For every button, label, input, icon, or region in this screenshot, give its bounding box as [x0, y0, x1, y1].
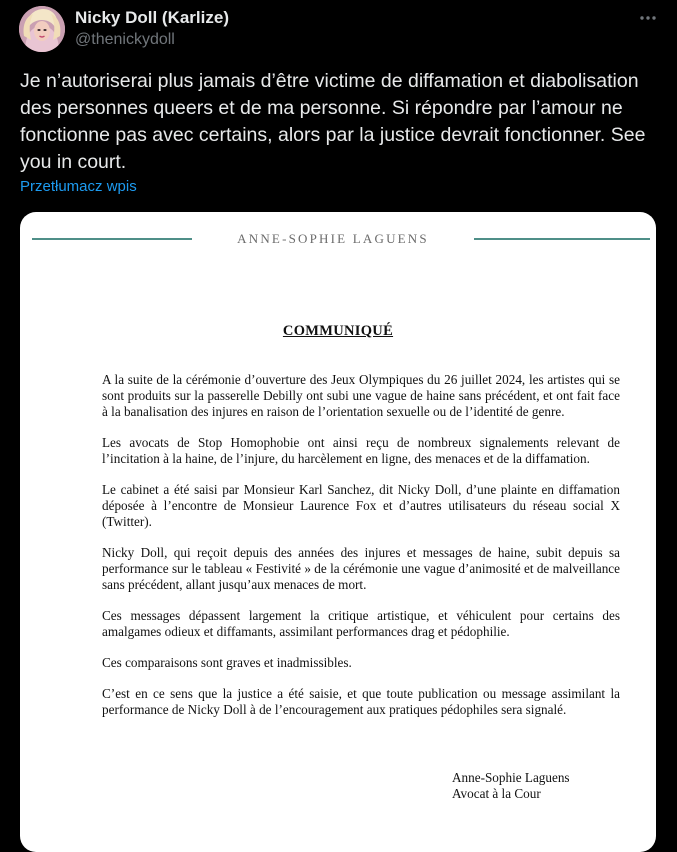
signature-name: Anne-Sophie Laguens [452, 770, 570, 785]
letterhead-rule-left [32, 238, 192, 240]
more-options-button[interactable] [636, 6, 660, 30]
letterhead: ANNE-SOPHIE LAGUENS [237, 231, 429, 246]
translate-post-link[interactable]: Przetłumacz wpis [20, 178, 137, 195]
tweet-text: Je n’autoriserai plus jamais d’être victime de diffamation et diabolisation des personnes queers et de ma personne. Si répondre par l’amour ne fonctionne pas avec certains, alors par la justice devrait fonctionner. See you in court. [20, 70, 646, 173]
more-dots-icon [639, 9, 657, 27]
document-paragraph: Le cabinet a été saisi par Monsieur Karl Sanchez, dit Nicky Doll, d’une plainte en diffamation déposée à l’encontre de Monsieur Laurence Fox et d’autres utilisateurs du réseau social X (Twitter). [102, 482, 620, 529]
author-handle[interactable]: @thenickydoll [75, 31, 175, 48]
document-paragraph: Les avocats de Stop Homophobie ont ainsi reçu de nombreux signalements relevant de l’incitation à la haine, de l’injure, du harcèlement en ligne, des menaces et de la diffamation. [102, 435, 620, 466]
letterhead-rule-right [474, 238, 650, 240]
signature-role: Avocat à la Cour [452, 786, 541, 801]
document-paragraph: A la suite de la cérémonie d’ouverture des Jeux Olympiques du 26 juillet 2024, les artistes qui se sont produits sur la passerelle Debilly ont subi une vague de haine sans précédent, et ont fait face à la banalisation des injures en raison de l’orientation sexuelle ou de l’identité de genre. [102, 372, 620, 419]
avatar[interactable] [19, 6, 65, 52]
document-paragraph: C’est en ce sens que la justice a été saisie, et que toute publication ou message assimilant la performance de Nicky Doll à de l’encouragement aux pratiques pédophiles sera signalé. [102, 686, 620, 717]
document-paragraph: Nicky Doll, qui reçoit depuis des années des injures et messages de haine, subit depuis sa performance sur le tableau « Festivité » de la cérémonie une vague d’animosité et de malveillance sans précédent, allant jusqu’aux menaces de mort. [102, 545, 620, 592]
document-title: COMMUNIQUÉ [282, 323, 394, 339]
author-display-name[interactable]: Nicky Doll (Karlize) [75, 8, 229, 27]
document-paragraph: Ces messages dépassent largement la critique artistique, et véhiculent pour certains des amalgames odieux et diffamants, assimilant performances drag et pédophilie. [102, 608, 620, 639]
document-body [102, 372, 620, 733]
attached-image-document[interactable] [20, 212, 656, 852]
document-paragraph: Ces comparaisons sont graves et inadmissibles. [102, 655, 352, 670]
document-signature [452, 770, 570, 802]
